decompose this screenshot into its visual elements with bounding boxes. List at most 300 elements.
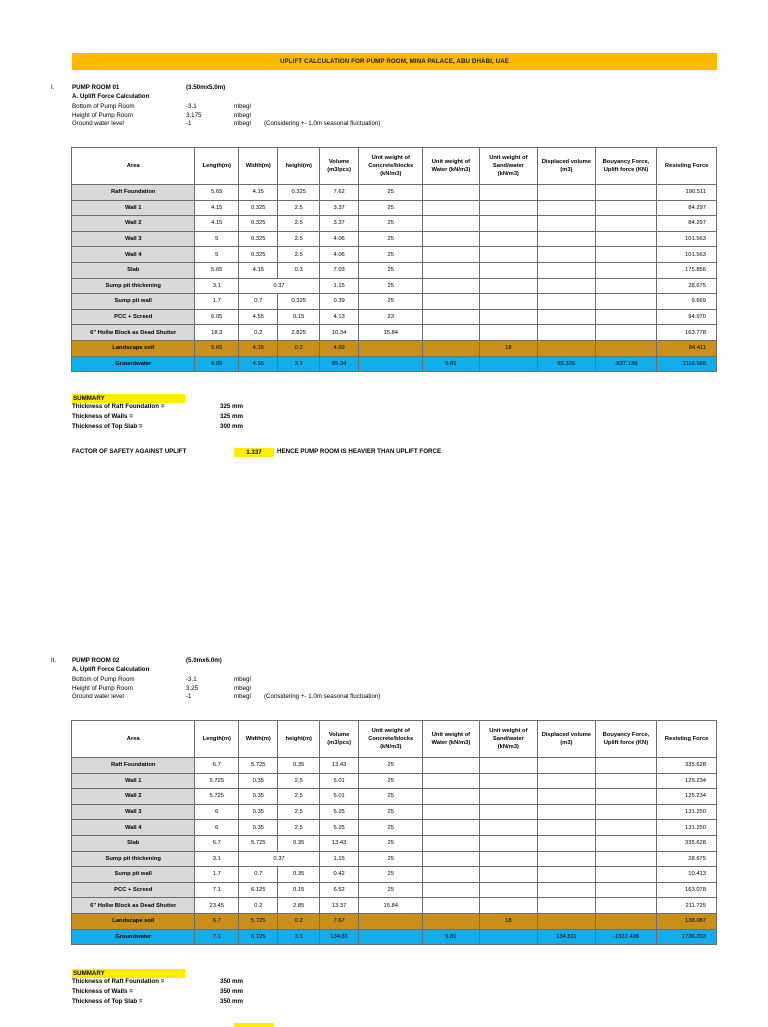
table-cell: 0.35 — [278, 758, 320, 774]
row-area-label: 6" Hollw Block as Dead Shutter — [72, 898, 195, 914]
table-cell: 5.725 — [239, 913, 278, 929]
table-cell — [595, 820, 657, 836]
table-row — [72, 789, 717, 805]
table-cell: 2.5 — [278, 789, 320, 805]
table-cell: 0.35 — [239, 789, 278, 805]
table-cell — [595, 185, 657, 201]
table-cell — [538, 340, 595, 356]
table-cell: 15.84 — [359, 898, 423, 914]
table-cell — [479, 882, 538, 898]
table-cell — [479, 773, 538, 789]
table-cell — [538, 325, 595, 341]
row-area-label: Slab — [72, 262, 195, 278]
table-cell — [423, 804, 479, 820]
table-cell: 25 — [359, 216, 423, 232]
table-cell: 7.03 — [319, 262, 358, 278]
table-row — [72, 929, 717, 945]
table-cell: 18.3 — [195, 325, 239, 341]
table-cell: 6.05 — [195, 309, 239, 325]
param-value: 3.25 — [186, 684, 199, 692]
table-cell: 3.1 — [278, 356, 320, 372]
table-cell — [538, 835, 595, 851]
subsection-title: A. Uplift Force Calculation — [72, 666, 150, 673]
table-cell: 84.411 — [657, 340, 717, 356]
table-cell: -1322.498 — [595, 929, 657, 945]
summary-title: SUMMARY — [72, 969, 185, 978]
row-area-label: Groundwater — [72, 929, 195, 945]
row-area-label: Sump pit wall — [72, 867, 195, 883]
table-row — [72, 820, 717, 836]
table-cell — [423, 185, 479, 201]
summary-title: SUMMARY — [72, 394, 185, 403]
column-header: Unit weight of Concrete/blocks (kN/m3) — [359, 148, 423, 185]
param-unit: mbegl — [234, 684, 251, 692]
table-cell: 0.2 — [239, 898, 278, 914]
table-cell: 0.15 — [278, 882, 320, 898]
table-cell: 2.85 — [278, 898, 320, 914]
table-cell — [538, 231, 595, 247]
table-cell: 84.297 — [657, 216, 717, 232]
table-cell: 0.325 — [239, 216, 278, 232]
table-cell — [538, 309, 595, 325]
table-cell — [423, 758, 479, 774]
param-unit: mbegl — [234, 103, 251, 110]
param-label: Height of Pump Room — [72, 684, 133, 692]
table-cell — [423, 882, 479, 898]
column-header: Resisting Force — [657, 721, 717, 758]
table-cell — [423, 340, 479, 356]
table-cell — [479, 325, 538, 341]
table-cell: 125.234 — [657, 773, 717, 789]
table-cell — [538, 820, 595, 836]
table-cell: 1119.588 — [657, 356, 717, 372]
table-cell: 2.5 — [278, 200, 320, 216]
table-cell: 5.65 — [195, 262, 239, 278]
table-cell: 2.5 — [278, 231, 320, 247]
param-label: Bottom of Pump Room — [72, 103, 135, 110]
table-row — [72, 278, 717, 294]
summary-value: 350 mm — [220, 988, 244, 995]
table-cell: 85.34 — [319, 356, 358, 372]
table-cell: 3.1 — [195, 278, 239, 294]
column-header: Unit weight of Sand/water (kN/m3) — [479, 721, 538, 758]
table-cell — [595, 867, 657, 883]
row-area-label: Wall 1 — [72, 773, 195, 789]
param-value: -3.1 — [186, 676, 197, 683]
table-cell: 335.628 — [657, 835, 717, 851]
table-cell: 5 — [195, 231, 239, 247]
table-cell: 4.15 — [239, 340, 278, 356]
factor-of-safety-label: FACTOR OF SAFETY AGAINST UPLIFT — [72, 448, 187, 455]
column-header: Bouyancy Force, Uplift force (KN) — [595, 721, 657, 758]
table-cell: 25 — [359, 294, 423, 310]
table-cell: 0.325 — [278, 185, 320, 201]
param-note: (Considering +- 1.0m seasonal fluctuation) — [264, 120, 381, 127]
param-value: -1 — [186, 120, 192, 127]
table-cell: 25 — [359, 835, 423, 851]
table-cell: 0.2 — [278, 340, 320, 356]
table-cell: 3.1 — [278, 929, 320, 945]
section-dimensions: (5.0mx6.0m) — [186, 657, 222, 664]
table-cell: 4.55 — [239, 309, 278, 325]
row-area-label: Sump pit wall — [72, 294, 195, 310]
table-cell: 5.25 — [319, 820, 358, 836]
column-header: Length(m) — [195, 148, 239, 185]
table-cell: 6.7 — [195, 758, 239, 774]
column-header: Displaced volume (m3) — [538, 721, 595, 758]
table-cell: 0.35 — [239, 804, 278, 820]
table-cell — [479, 820, 538, 836]
table-row — [72, 185, 717, 201]
table-cell — [595, 882, 657, 898]
table-cell — [595, 231, 657, 247]
table-cell: 25 — [359, 804, 423, 820]
param-value: -3.1 — [186, 103, 197, 110]
table-cell: 94.970 — [657, 309, 717, 325]
table-cell — [359, 929, 423, 945]
table-cell — [595, 804, 657, 820]
param-unit: mbegl — [234, 111, 251, 119]
table-cell — [479, 851, 538, 867]
table-cell — [423, 200, 479, 216]
table-cell: 25 — [359, 882, 423, 898]
table-cell — [595, 247, 657, 263]
table-row — [72, 851, 717, 867]
table-cell: 5.725 — [239, 758, 278, 774]
table-cell: 13.43 — [319, 758, 358, 774]
table-row — [72, 247, 717, 263]
table-cell: 1.15 — [319, 851, 358, 867]
table-cell — [423, 851, 479, 867]
table-row — [72, 867, 717, 883]
table-cell: 101.563 — [657, 231, 717, 247]
table-cell: 0.2 — [278, 913, 320, 929]
table-cell — [479, 200, 538, 216]
table-cell: 4.15 — [195, 216, 239, 232]
column-header: Volume (m3/pcs) — [319, 721, 358, 758]
table-cell — [595, 851, 657, 867]
param-label: Ground water level — [72, 693, 124, 700]
row-area-label: Landscape soil — [72, 340, 195, 356]
column-header: Volume (m3/pcs) — [319, 148, 358, 185]
table-row — [72, 804, 717, 820]
table-cell: 18 — [479, 340, 538, 356]
summary-label: Thickness of Walls = — [72, 413, 133, 420]
column-header: Unit weight of Water (kN/m3) — [423, 148, 479, 185]
table-cell: 9.81 — [423, 356, 479, 372]
table-cell — [538, 294, 595, 310]
row-area-label: Wall 2 — [72, 216, 195, 232]
table-cell — [479, 262, 538, 278]
table-cell: 25 — [359, 789, 423, 805]
section-number: I. — [51, 84, 55, 91]
table-cell: 163.778 — [657, 325, 717, 341]
table-cell — [538, 789, 595, 805]
table-cell: 0.35 — [278, 867, 320, 883]
table-cell: 4.13 — [319, 309, 358, 325]
column-header: Width(m) — [239, 721, 278, 758]
table-cell: 0.15 — [278, 309, 320, 325]
table-cell: 0.3 — [278, 262, 320, 278]
table-cell — [423, 867, 479, 883]
table-cell: 6.125 — [239, 882, 278, 898]
column-header: Displaced volume (m3) — [538, 148, 595, 185]
table-row — [72, 898, 717, 914]
table-cell — [479, 929, 538, 945]
table-cell: 125.234 — [657, 789, 717, 805]
row-area-label: Landscape soil — [72, 913, 195, 929]
column-header: Area — [72, 148, 195, 185]
row-area-label: Sump pit thickening — [72, 851, 195, 867]
table-row — [72, 231, 717, 247]
table-cell — [538, 851, 595, 867]
table-cell — [359, 356, 423, 372]
table-cell: 138.087 — [657, 913, 717, 929]
table-cell: 131.250 — [657, 804, 717, 820]
table-cell: 10.413 — [657, 867, 717, 883]
table-cell — [479, 898, 538, 914]
table-cell — [538, 200, 595, 216]
table-cell: 2.5 — [278, 247, 320, 263]
page-title: UPLIFT CALCULATION FOR PUMP ROOM, MINA PALACE, ABU DHABI, UAE — [72, 53, 717, 70]
param-label: Height of Pump Room — [72, 111, 133, 119]
table-cell — [538, 185, 595, 201]
table-cell: 15.84 — [359, 325, 423, 341]
table-cell: 190.511 — [657, 185, 717, 201]
table-cell — [538, 247, 595, 263]
table-cell — [423, 325, 479, 341]
table-cell: 1736.203 — [657, 929, 717, 945]
table-row — [72, 262, 717, 278]
table-cell — [595, 294, 657, 310]
table-row — [72, 325, 717, 341]
summary-label: Thickness of Raft Foundation = — [72, 403, 165, 410]
summary-label: Thickness of Top Slab = — [72, 423, 143, 430]
table-row — [72, 913, 717, 929]
table-cell: 6.7 — [195, 835, 239, 851]
table-cell — [595, 898, 657, 914]
table-cell — [479, 231, 538, 247]
table-cell: 0.35 — [278, 835, 320, 851]
table-cell — [595, 340, 657, 356]
table-cell: 23.45 — [195, 898, 239, 914]
summary-label: Thickness of Walls = — [72, 988, 133, 995]
table-row — [72, 758, 717, 774]
table-cell: 9.669 — [657, 294, 717, 310]
table-cell: 6.52 — [319, 882, 358, 898]
row-area-label: Groundwater — [72, 356, 195, 372]
table-cell — [479, 278, 538, 294]
table-cell — [538, 804, 595, 820]
summary-label: Thickness of Top Slab = — [72, 998, 143, 1005]
table-cell — [538, 913, 595, 929]
table-cell — [479, 356, 538, 372]
table-cell: 1.7 — [195, 867, 239, 883]
table-cell: 7.62 — [319, 185, 358, 201]
factor-of-safety-value: 1.337 — [234, 448, 274, 457]
table-cell: 7.1 — [195, 882, 239, 898]
param-unit: mbegl — [234, 693, 251, 700]
table-cell: 0.2 — [239, 325, 278, 341]
row-area-label: Slab — [72, 835, 195, 851]
table-cell: 0.42 — [319, 867, 358, 883]
row-area-label: Wall 3 — [72, 804, 195, 820]
table-cell: 2.5 — [278, 773, 320, 789]
table-cell — [423, 789, 479, 805]
table-cell: 25 — [359, 820, 423, 836]
table-cell: 1.15 — [319, 278, 358, 294]
table-cell: 25 — [359, 185, 423, 201]
table-row — [72, 773, 717, 789]
table-cell: 7.67 — [319, 913, 358, 929]
column-header: height(m) — [278, 721, 320, 758]
table-cell: 25 — [359, 773, 423, 789]
table-cell — [423, 820, 479, 836]
table-cell — [423, 231, 479, 247]
table-cell: 6.05 — [195, 356, 239, 372]
table-cell: 6.7 — [195, 913, 239, 929]
table-cell: 1.7 — [195, 294, 239, 310]
table-cell — [479, 309, 538, 325]
table-cell — [595, 835, 657, 851]
table-cell: 3.37 — [319, 200, 358, 216]
factor-of-safety-note: HENCE PUMP ROOM IS HEAVIER THAN UPLIFT FORCE — [277, 448, 442, 455]
table-cell: 5.725 — [195, 773, 239, 789]
table-cell: 134.811 — [538, 929, 595, 945]
table-cell: 25 — [359, 758, 423, 774]
row-area-label: Wall 3 — [72, 231, 195, 247]
table-cell: 4.15 — [239, 185, 278, 201]
table-cell: 25 — [359, 851, 423, 867]
table-cell: 25 — [359, 247, 423, 263]
table-cell — [538, 773, 595, 789]
table-cell — [595, 216, 657, 232]
row-area-label: Wall 1 — [72, 200, 195, 216]
table-cell — [423, 835, 479, 851]
row-area-label: Raft Foundation — [72, 758, 195, 774]
table-cell: 5.725 — [195, 789, 239, 805]
table-cell: 0.35 — [239, 820, 278, 836]
row-area-label: Raft Foundation — [72, 185, 195, 201]
table-cell: 18 — [479, 913, 538, 929]
table-cell: 85.335 — [538, 356, 595, 372]
table-cell: 335.628 — [657, 758, 717, 774]
table-row — [72, 882, 717, 898]
table-cell: -837.139 — [595, 356, 657, 372]
table-cell — [538, 758, 595, 774]
table-cell — [479, 789, 538, 805]
table-cell — [538, 216, 595, 232]
section-dimensions: (3.50mx5.0m) — [186, 84, 226, 91]
section-name: PUMP ROOM 02 — [72, 657, 120, 664]
summary-value: 350 mm — [220, 978, 244, 985]
table-cell — [479, 835, 538, 851]
table-cell: 5.25 — [319, 804, 358, 820]
table-cell — [538, 262, 595, 278]
table-cell: 5.01 — [319, 789, 358, 805]
table-cell: 6 — [195, 804, 239, 820]
table-cell — [423, 773, 479, 789]
column-header: Width(m) — [239, 148, 278, 185]
table-cell — [538, 867, 595, 883]
table-cell — [479, 758, 538, 774]
table-cell — [595, 278, 657, 294]
table-cell — [595, 758, 657, 774]
table-cell: 13.43 — [319, 835, 358, 851]
table-row — [72, 835, 717, 851]
table-cell — [423, 278, 479, 294]
column-header: Unit weight of Water (kN/m3) — [423, 721, 479, 758]
table-cell: 0.325 — [239, 200, 278, 216]
table-cell: 0.325 — [239, 231, 278, 247]
table-cell: 28.675 — [657, 278, 717, 294]
param-note: (Considering +- 1.0m seasonal fluctuation) — [264, 693, 381, 700]
table-cell — [479, 867, 538, 883]
table-cell — [595, 309, 657, 325]
table-cell — [423, 247, 479, 263]
table-row — [72, 216, 717, 232]
table-cell: 0.325 — [239, 247, 278, 263]
row-area-label: Wall 4 — [72, 820, 195, 836]
row-area-label: 6" Hollw Block as Dead Shutter — [72, 325, 195, 341]
table-cell — [423, 294, 479, 310]
table-cell — [595, 789, 657, 805]
uplift-table — [71, 720, 717, 945]
table-cell: 0.7 — [239, 867, 278, 883]
table-cell: 25 — [359, 231, 423, 247]
param-label: Ground water level — [72, 120, 124, 127]
column-header: height(m) — [278, 148, 320, 185]
table-cell: 4.15 — [239, 262, 278, 278]
section-name: PUMP ROOM 01 — [72, 84, 120, 91]
table-cell: 2.825 — [278, 325, 320, 341]
table-row — [72, 356, 717, 372]
table-cell: 2.5 — [278, 216, 320, 232]
summary-label: Thickness of Raft Foundation = — [72, 978, 165, 985]
summary-value: 300 mm — [220, 423, 244, 430]
column-header: Length(m) — [195, 721, 239, 758]
table-cell: 13.37 — [319, 898, 358, 914]
table-cell — [423, 216, 479, 232]
table-cell: 28.675 — [657, 851, 717, 867]
table-cell: 131.250 — [657, 820, 717, 836]
table-cell: 10.34 — [319, 325, 358, 341]
table-cell — [359, 340, 423, 356]
table-cell: 4.06 — [319, 247, 358, 263]
column-header: Bouyancy Force, Uplift force (KN) — [595, 148, 657, 185]
table-cell — [595, 200, 657, 216]
column-header: Resisting Force — [657, 148, 717, 185]
table-row — [72, 309, 717, 325]
summary-value: 325 mm — [220, 413, 244, 420]
table-cell: 101.563 — [657, 247, 717, 263]
table-cell — [595, 262, 657, 278]
table-cell — [423, 913, 479, 929]
table-cell: 175.856 — [657, 262, 717, 278]
column-header: Unit weight of Concrete/blocks (kN/m3) — [359, 721, 423, 758]
table-cell: 84.297 — [657, 200, 717, 216]
table-cell: 7.1 — [195, 929, 239, 945]
row-area-label: PCC + Screed — [72, 309, 195, 325]
table-cell: 9.81 — [423, 929, 479, 945]
param-label: Bottom of Pump Room — [72, 676, 135, 683]
table-cell: 5.01 — [319, 773, 358, 789]
table-cell: 5.65 — [195, 185, 239, 201]
table-cell: 2.5 — [278, 804, 320, 820]
table-cell: 0.325 — [278, 294, 320, 310]
column-header: Unit weight of Sand/water (kN/m3) — [479, 148, 538, 185]
table-row — [72, 340, 717, 356]
